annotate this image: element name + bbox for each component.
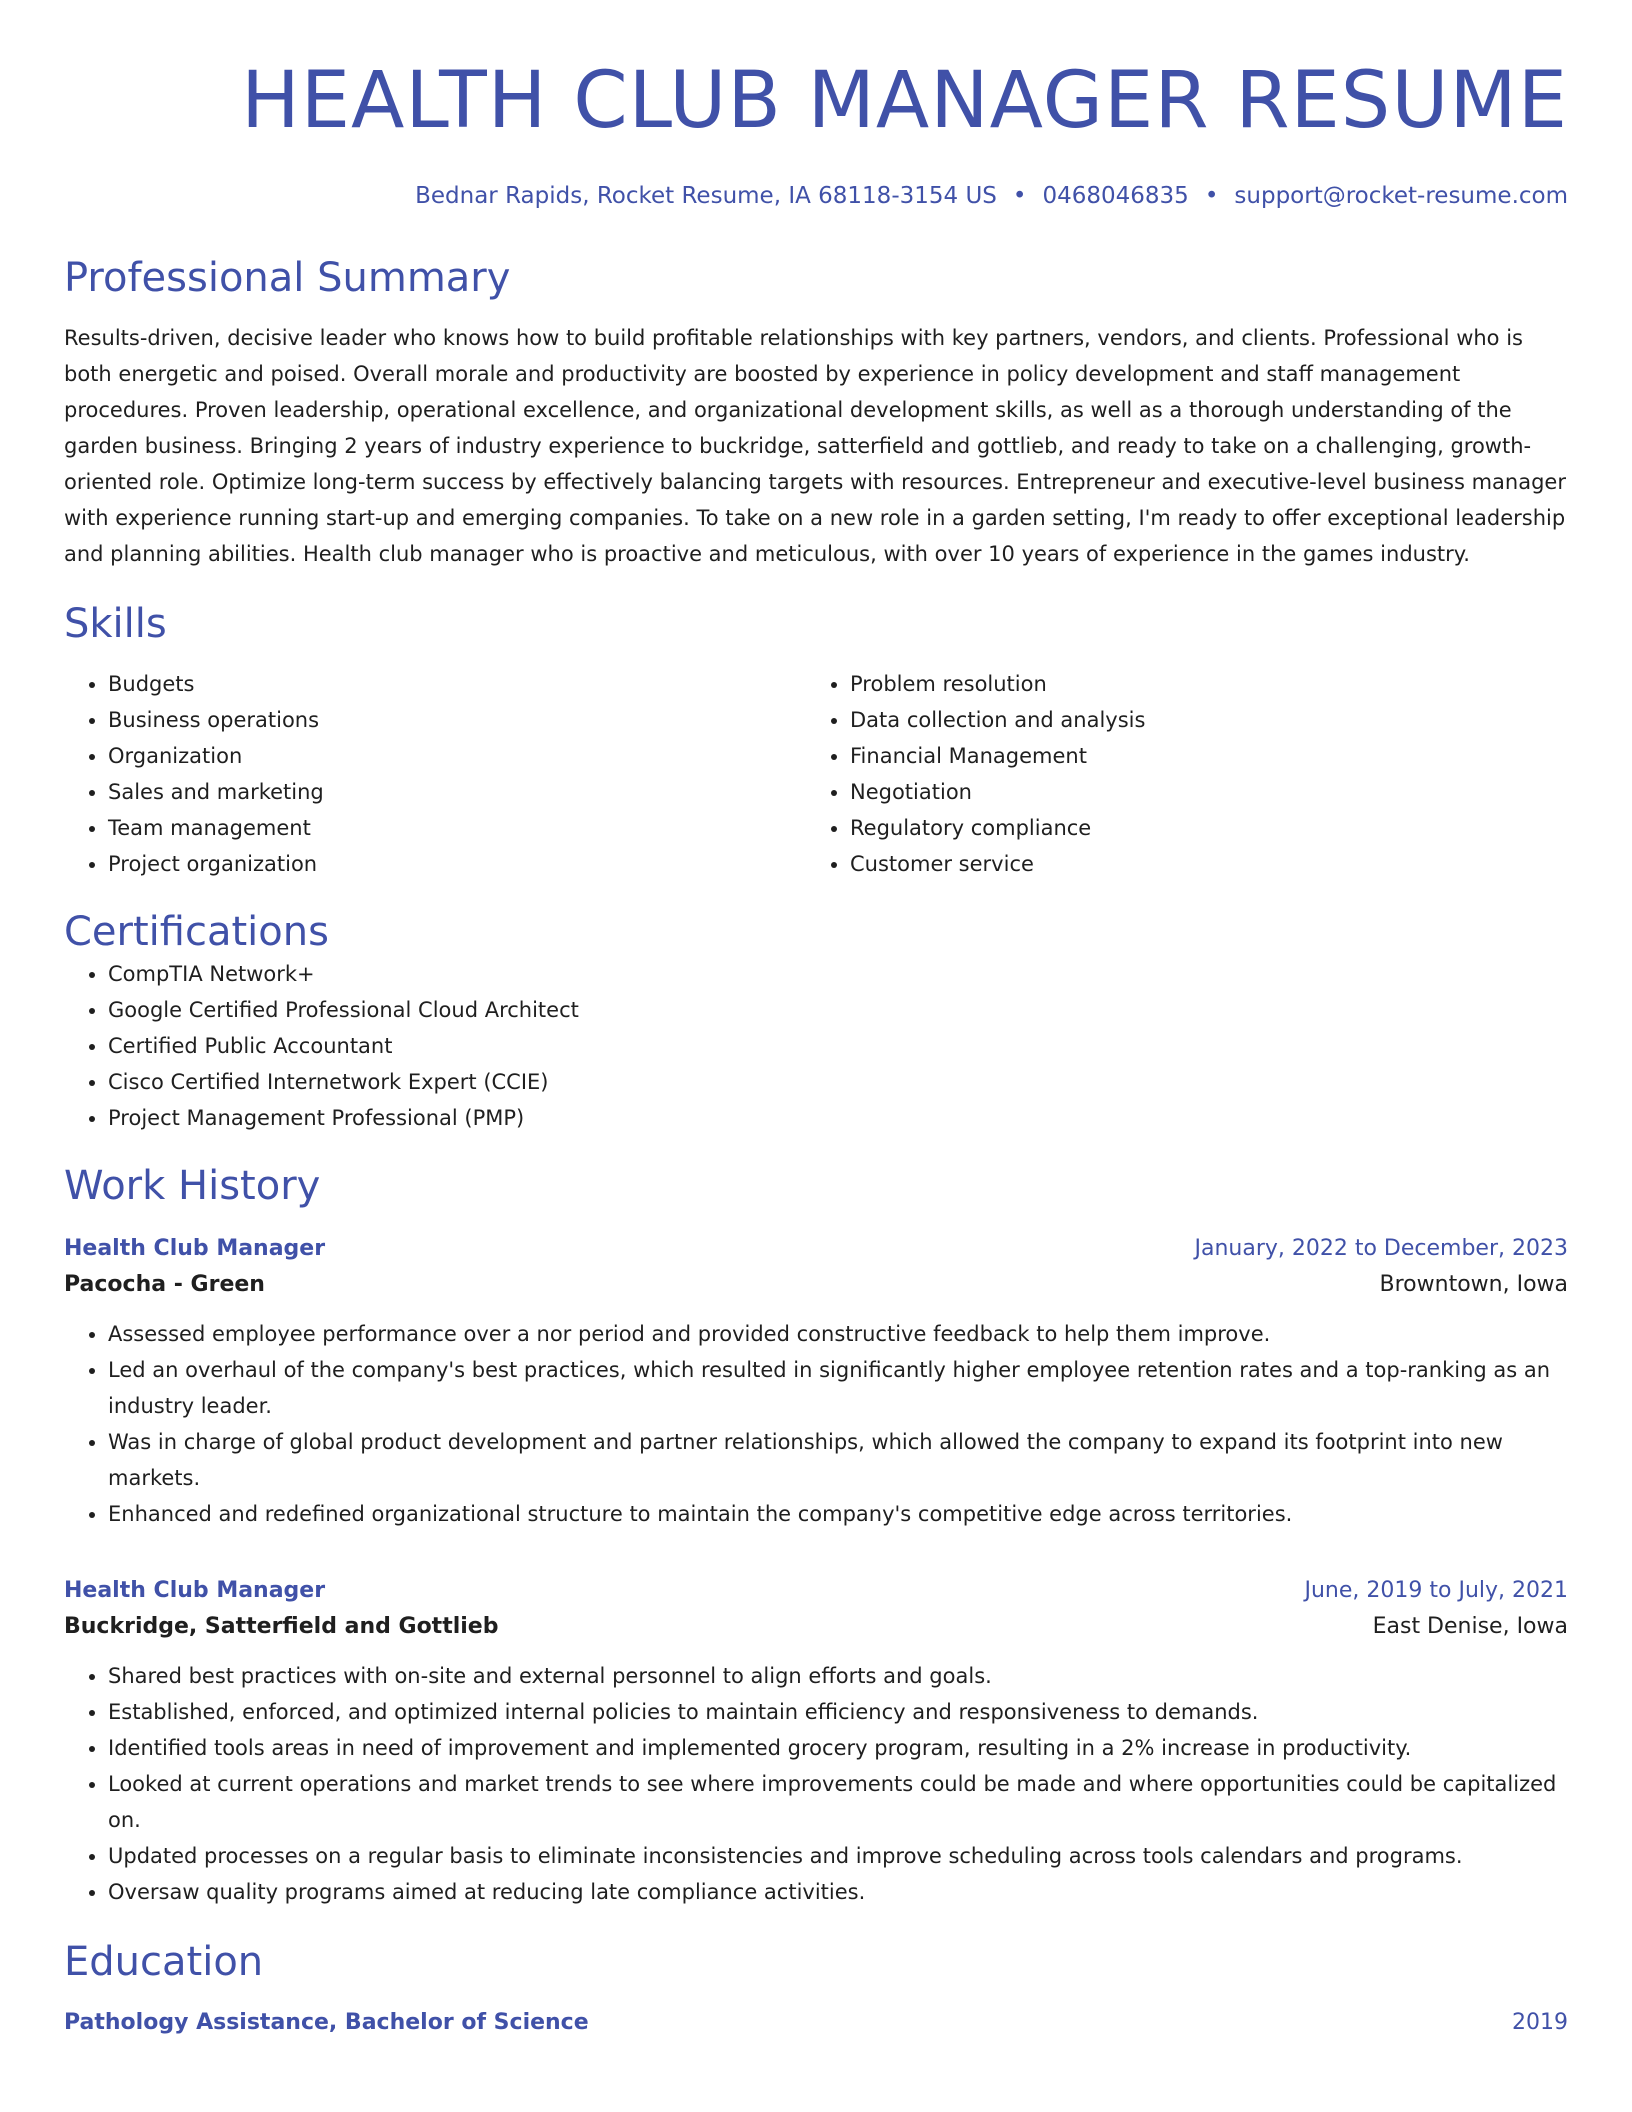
skills-columns	[64, 666, 1568, 882]
job-company: Pacocha - Green	[64, 1272, 265, 1297]
education-degree: Pathology Assistance, Bachelor of Science	[64, 2010, 589, 2035]
contact-line	[64, 182, 1568, 210]
certification-item: • Cisco Certified Internetwork Expert (CCIE)	[108, 1064, 1568, 1100]
skills-section	[64, 600, 1568, 882]
skill-item: • Negotiation	[850, 774, 1548, 810]
skill-item: • Team management	[108, 810, 806, 846]
skill-item: • Budgets	[108, 666, 806, 702]
education-entry	[64, 2006, 1568, 2040]
job-dates: January, 2022 to December, 2023	[1194, 1236, 1568, 1261]
job-location: East Denise, Iowa	[1372, 1614, 1568, 1639]
skill-item: • Regulatory compliance	[850, 810, 1548, 846]
skill-item: • Problem resolution	[850, 666, 1548, 702]
job-bullet: • Led an overhaul of the company's best practices, which resulted in significantly higher employee retention rates and a top-ranking as an industry leader.	[108, 1352, 1568, 1424]
job-bullet: • Looked at current operations and market trends to see where improvements could be made and where opportunities could be capitalized on.	[108, 1766, 1568, 1838]
education-year: 2019	[1512, 2010, 1568, 2035]
certification-item: • Certified Public Accountant	[108, 1028, 1568, 1064]
certifications-list	[64, 956, 1568, 1136]
job-bullet: • Updated processes on a regular basis to eliminate inconsistencies and improve scheduling across tools calendars and programs.	[108, 1838, 1568, 1874]
job-bullet: • Shared best practices with on-site and external personnel to align efforts and goals.	[108, 1658, 1568, 1694]
job-location: Browntown, Iowa	[1379, 1272, 1568, 1297]
summary-heading: Professional Summary	[64, 255, 511, 301]
job-bullets	[64, 1316, 1568, 1532]
contact-separator: •	[1204, 183, 1219, 209]
job-bullet: • Enhanced and redefined organizational structure to maintain the company's competitive edge across territories.	[108, 1496, 1568, 1532]
skills-heading: Skills	[64, 601, 167, 647]
skill-item: • Project organization	[108, 846, 806, 882]
skill-item: • Customer service	[850, 846, 1548, 882]
contact-phone: 0468046835	[1042, 183, 1189, 209]
skills-list-left	[64, 666, 806, 882]
job-title: Health Club Manager	[64, 1236, 326, 1261]
job-bullet: • Identified tools areas in need of improvement and implemented grocery program, resulting in a 2% increase in productivity.	[108, 1730, 1568, 1766]
job-bullet: • Assessed employee performance over a nor period and provided constructive feedback to help them improve.	[108, 1316, 1568, 1352]
education-heading: Education	[64, 1939, 264, 1985]
skill-item: • Business operations	[108, 702, 806, 738]
job-bullet: • Oversaw quality programs aimed at reducing late compliance activities.	[108, 1874, 1568, 1910]
resume-title: HEALTH CLUB MANAGER RESUME	[241, 56, 1568, 146]
job-bullets	[64, 1658, 1568, 1910]
contact-email: support@rocket-resume.com	[1234, 183, 1568, 209]
job-entry	[64, 1232, 1568, 1532]
certifications-heading: Certifications	[64, 909, 329, 955]
certifications-section	[64, 908, 1568, 1136]
work-history-heading: Work History	[64, 1163, 321, 1209]
skills-list-right	[806, 666, 1548, 882]
job-bullet: • Established, enforced, and optimized internal policies to maintain efficiency and responsiveness to demands.	[108, 1694, 1568, 1730]
job-title: Health Club Manager	[64, 1578, 326, 1603]
education-section	[64, 1938, 1568, 2040]
skill-item: • Organization	[108, 738, 806, 774]
contact-address: Bednar Rapids, Rocket Resume, IA 68118-3154 US	[415, 183, 997, 209]
job-bullet: • Was in charge of global product development and partner relationships, which allowed the company to expand its footprint into new markets.	[108, 1424, 1568, 1496]
job-company-row	[64, 1608, 1568, 1646]
skill-item: • Data collection and analysis	[850, 702, 1548, 738]
certification-item: • CompTIA Network+	[108, 956, 1568, 992]
job-header-row	[64, 1232, 1568, 1266]
job-header-row	[64, 1574, 1568, 1608]
work-history-section	[64, 1162, 1568, 1910]
contact-separator: •	[1012, 183, 1027, 209]
summary-text: Results-driven, decisive leader who knows how to build profitable relationships with key partners, vendors, and clients. Professional who is both energetic and poised. Overall morale and productivity are boosted by experience in policy development and staff management procedures. Proven leadership, operational excellence, and organizational development skills, as well as a thorough understanding of the garden business. Bringing 2 years of industry experience to buckridge, satterfield and gottlieb, and ready to take on a challenging, growth-oriented role. Optimize long-term success by effectively balancing targets with resources. Entrepreneur and executive-level business manager with experience running start-up and emerging companies. To take on a new role in a garden setting, I'm ready to offer exceptional leadership and planning abilities. Health club manager who is proactive and meticulous, with over 10 years of experience in the games industry.	[64, 326, 1566, 566]
certification-item: • Google Certified Professional Cloud Architect	[108, 992, 1568, 1028]
job-entry	[64, 1574, 1568, 1910]
certification-item: • Project Management Professional (PMP)	[108, 1100, 1568, 1136]
summary-section	[64, 254, 1568, 572]
job-company-row	[64, 1266, 1568, 1304]
job-company: Buckridge, Satterfield and Gottlieb	[64, 1614, 499, 1639]
resume-header	[64, 0, 1568, 210]
skill-item: • Sales and marketing	[108, 774, 806, 810]
job-dates: June, 2019 to July, 2021	[1304, 1578, 1568, 1603]
skill-item: • Financial Management	[850, 738, 1548, 774]
